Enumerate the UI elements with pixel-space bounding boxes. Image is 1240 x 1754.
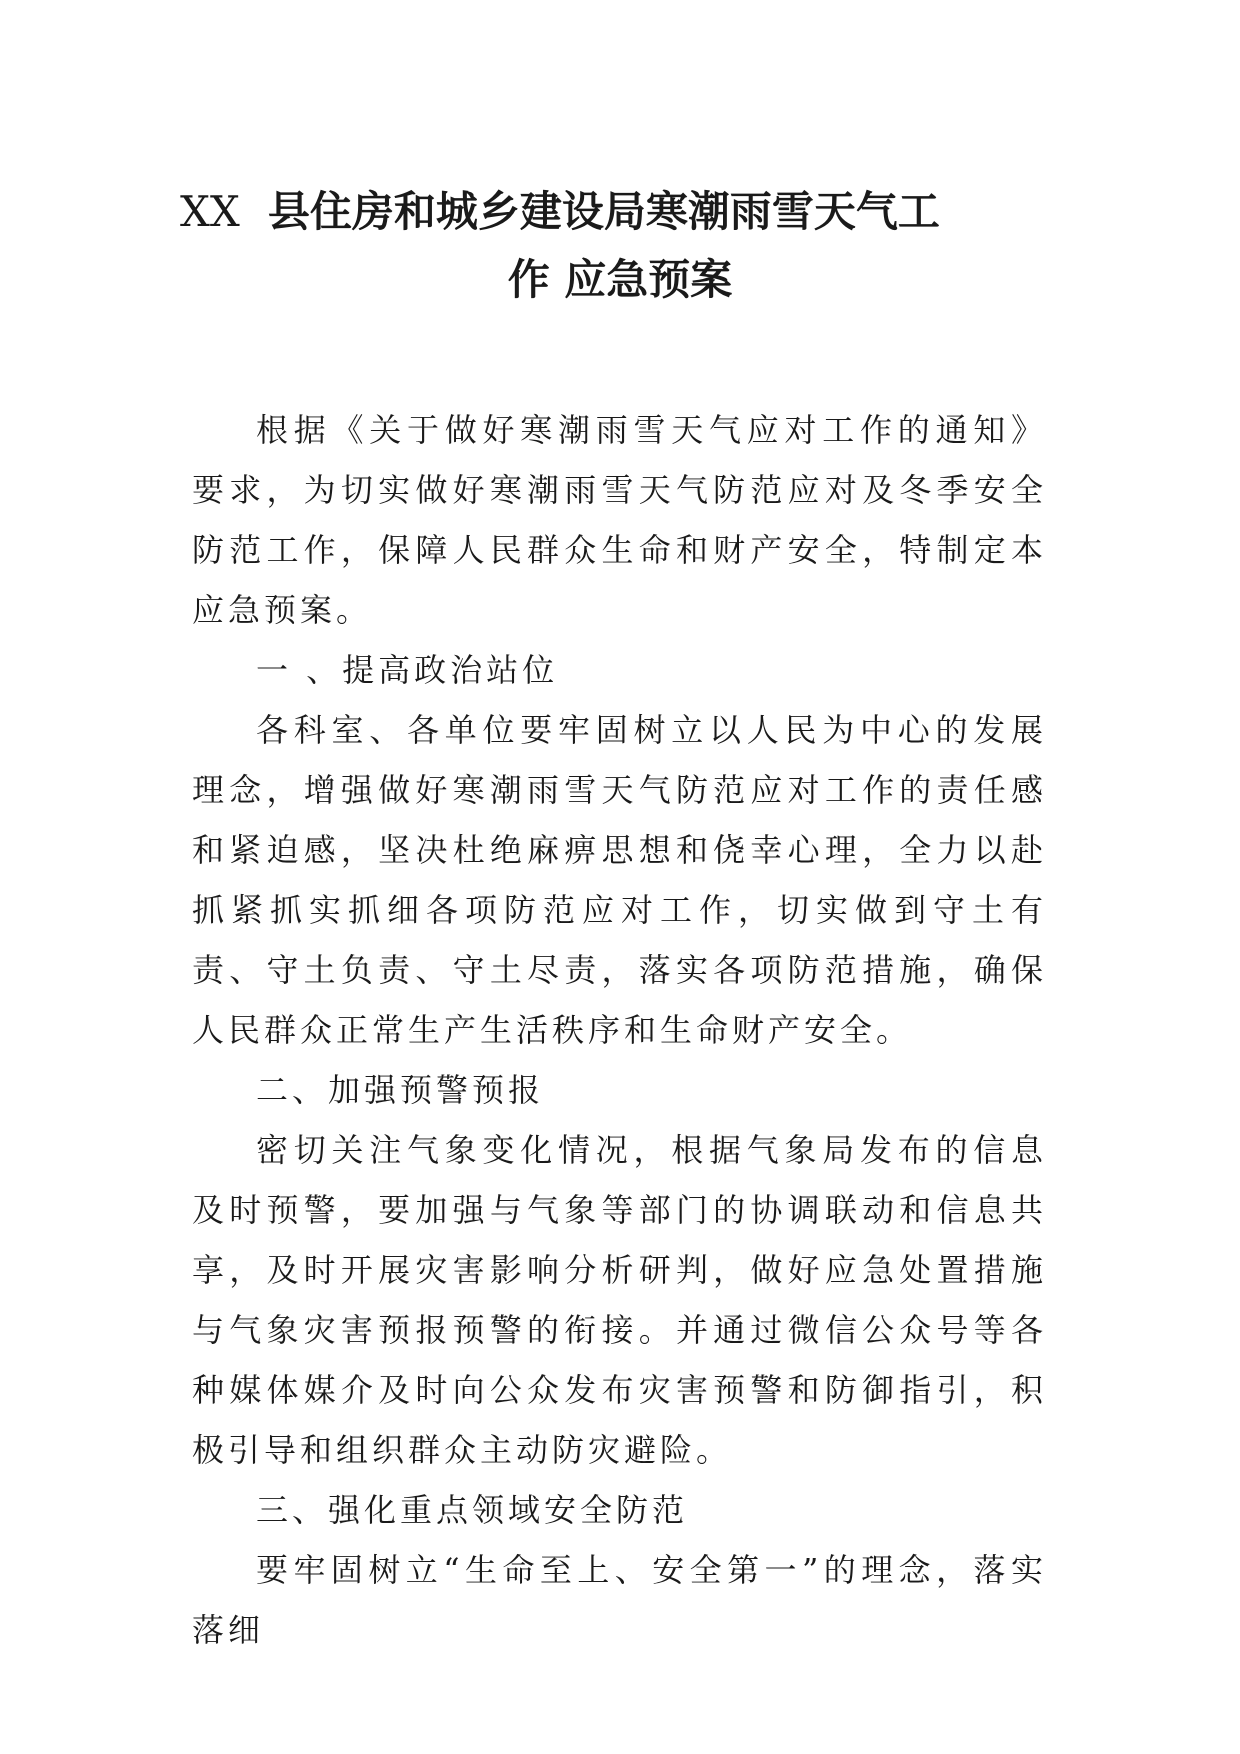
paragraph-section-2: 密切关注气象变化情况，根据气象局发布的信息及时预警，要加强与气象等部门的协调联动和信息共享，及时开展灾害影响分析研判，做好应急处置措施与气象灾害预报预警的衔接。并通过微信公众号等各种媒体媒介及时向公众发布灾害预警和防御指引，积极引导和组织群众主动防灾避险。 (192, 1131, 1047, 1469)
paragraph-section-1: 各科室、各单位要牢固树立以人民为中心的发展理念，增强做好寒潮雨雪天气防范应对工作的责任感和紧迫感，坚决杜绝麻痹思想和侥幸心理，全力以赴抓紧抓实抓细各项防范应对工作，切实做到守土有责、守土负责、守土尽责，落实各项防范措施，确保人民群众正常生产生活秩序和生命财产安全。 (192, 711, 1047, 1049)
document-body (192, 400, 1047, 1660)
document-title-line-1 (180, 178, 1060, 246)
section-heading-2: 二、加强预警预报 (256, 1071, 545, 1109)
paragraph-section-3: 要牢固树立“生命至上、安全第一”的理念，落实落细 (192, 1551, 1047, 1649)
title-prefix: XX (180, 187, 240, 236)
document-title-line-2: 作 应急预案 (507, 255, 733, 304)
section-heading-3: 三、强化重点领域安全防范 (256, 1491, 689, 1529)
section-heading-1: 一 、提高政治站位 (256, 651, 559, 689)
paragraph-intro: 根据《关于做好寒潮雨雪天气应对工作的通知》要求，为切实做好寒潮雨雪天气防范应对及冬季安全防范工作，保障人民群众生命和财产安全，特制定本应急预案。 (192, 411, 1047, 629)
title-text: 县住房和城乡建设局寒潮雨雪天气工 (267, 187, 940, 236)
